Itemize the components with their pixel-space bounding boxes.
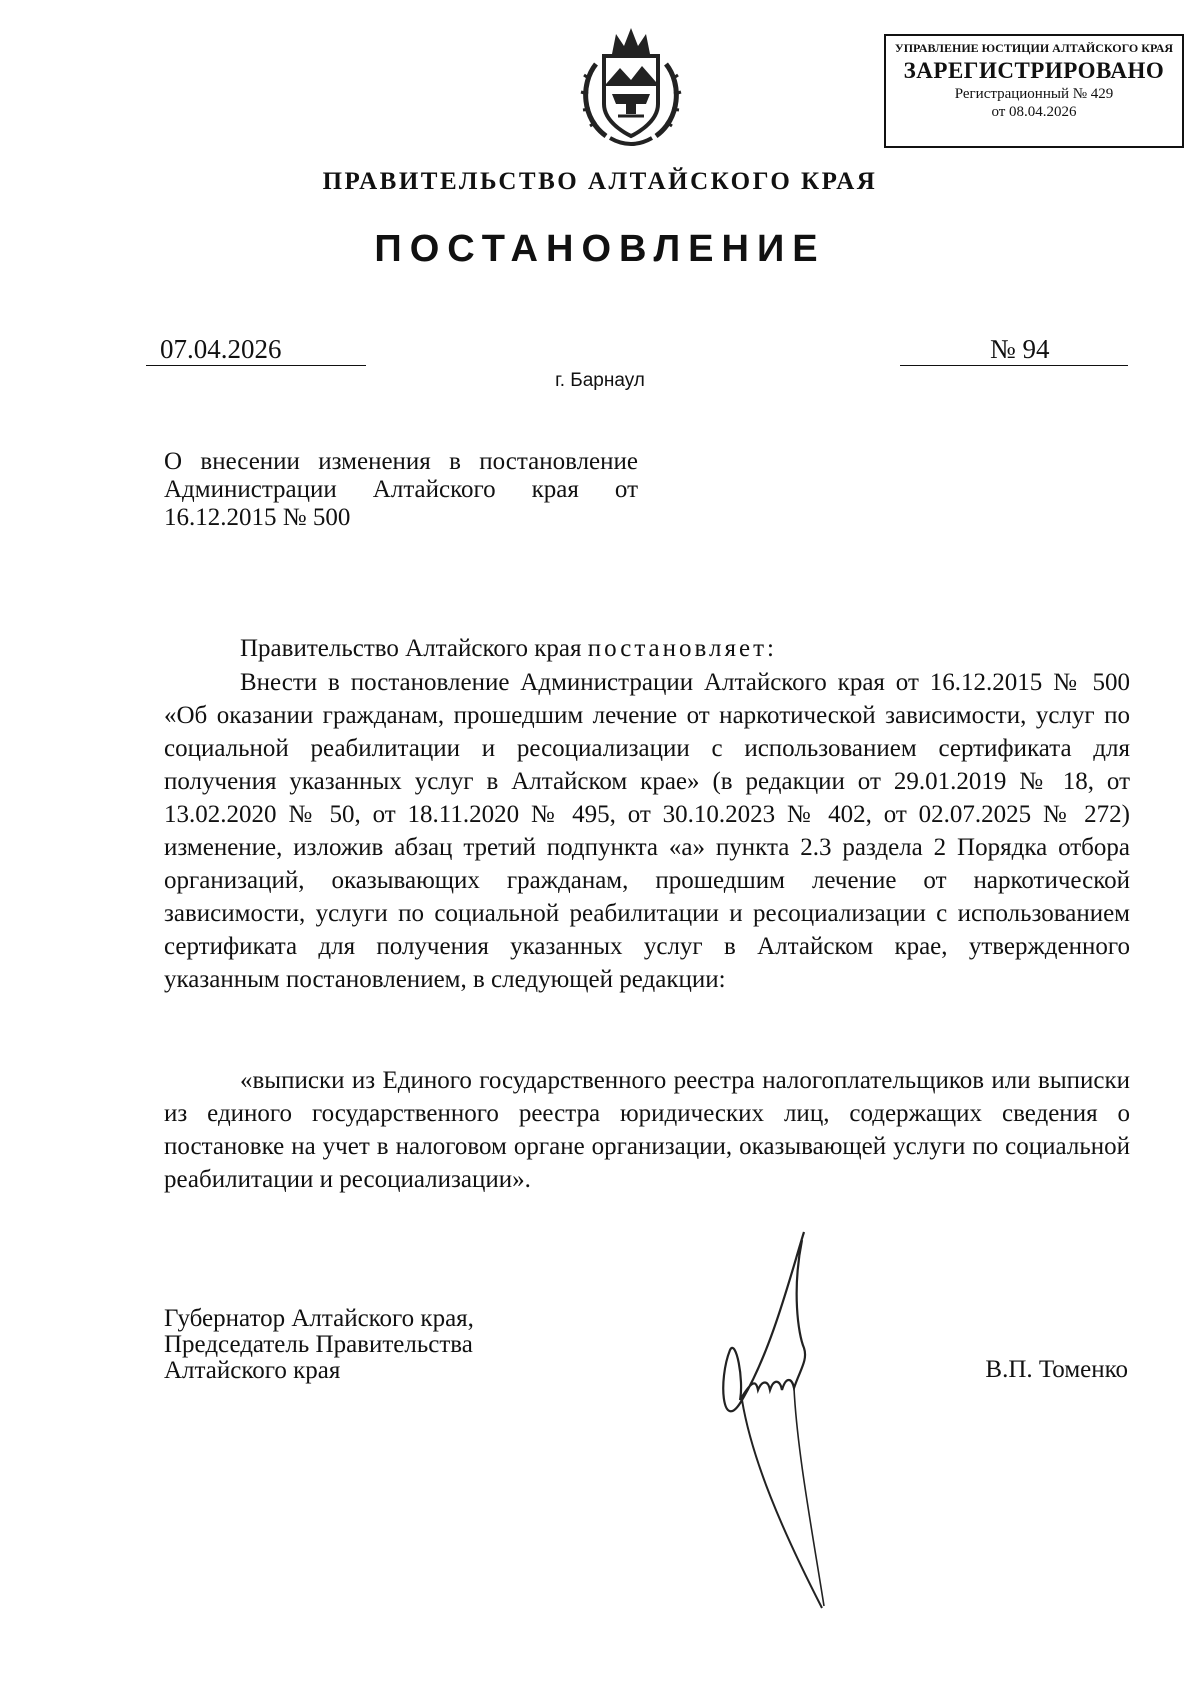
stamp-registration-number: Регистрационный № 429 bbox=[954, 86, 1114, 102]
signer-position-line: Алтайского края bbox=[164, 1357, 341, 1384]
registration-stamp bbox=[884, 34, 1184, 148]
stamp-status: ЗАРЕГИСТРИРОВАНО bbox=[903, 58, 1165, 83]
coat-of-arms-icon bbox=[576, 24, 686, 154]
quote-paragraph: «выписки из Единого государственного реестра налогоплательщиков или выписки из единого государственного реестра юридических лиц, содержащих сведения о постановке на учет в налоговом органе организации, оказывающей услуги по социальной реабилитации и ресоциализации». bbox=[164, 1067, 1130, 1193]
date-underline bbox=[146, 365, 366, 366]
document-date: 07.04.2026 bbox=[160, 334, 282, 364]
government-title: ПРАВИТЕЛЬСТВО АЛТАЙСКОГО КРАЯ bbox=[322, 168, 878, 195]
intro-paragraph bbox=[164, 632, 1130, 665]
document-number: № 94 bbox=[990, 334, 1050, 364]
signer-position bbox=[164, 1306, 474, 1384]
document-subject: О внесении изменения в постановление Администрации Алтайского края от 16.12.2015 № 500 bbox=[164, 448, 638, 531]
stamp-date: от 08.04.2026 bbox=[991, 104, 1077, 120]
number-underline bbox=[900, 365, 1128, 366]
signer-position-line: Председатель Правительства bbox=[164, 1331, 473, 1358]
intro-verb: постановляет: bbox=[587, 635, 777, 662]
signer-name: В.П. Томенко bbox=[985, 1356, 1128, 1383]
intro-lead: Правительство Алтайского края bbox=[240, 635, 588, 662]
document-city: г. Барнаул bbox=[555, 370, 645, 391]
document-type: ПОСТАНОВЛЕНИЕ bbox=[374, 228, 826, 270]
body-paragraph: Внести в постановление Администрации Алтайского края от 16.12.2015 № 500 «Об оказании гражданам, прошедшим лечение от наркотической зависимости, услуг по социальной реабилитации и ресоциализации с использованием сертификата для получения указанных услуг в Алтайском крае» (в редакции от 29.01.2019 № 18, от 13.02.2020 № 50, от 18.11.2020 № 495, от 30.10.2023 № 402, от 02.07.2025 № 272) изменение, изложив абзац третий подпункта «а» пункта 2.3 раздела 2 Порядка отбора организаций, оказывающих гражданам, прошедшим лечение от наркотической зависимости, услуги по социальной реабилитации и ресоциализации с использованием сертификата для получения указанных услуг в Алтайском крае, утвержденного указанным постановлением, в следующей редакции: bbox=[164, 669, 1130, 993]
signer-position-line: Губернатор Алтайского края, bbox=[164, 1305, 474, 1332]
stamp-organization: УПРАВЛЕНИЕ ЮСТИЦИИ АЛТАЙСКОГО КРАЯ bbox=[894, 41, 1174, 55]
handwritten-signature-icon bbox=[712, 1230, 862, 1610]
